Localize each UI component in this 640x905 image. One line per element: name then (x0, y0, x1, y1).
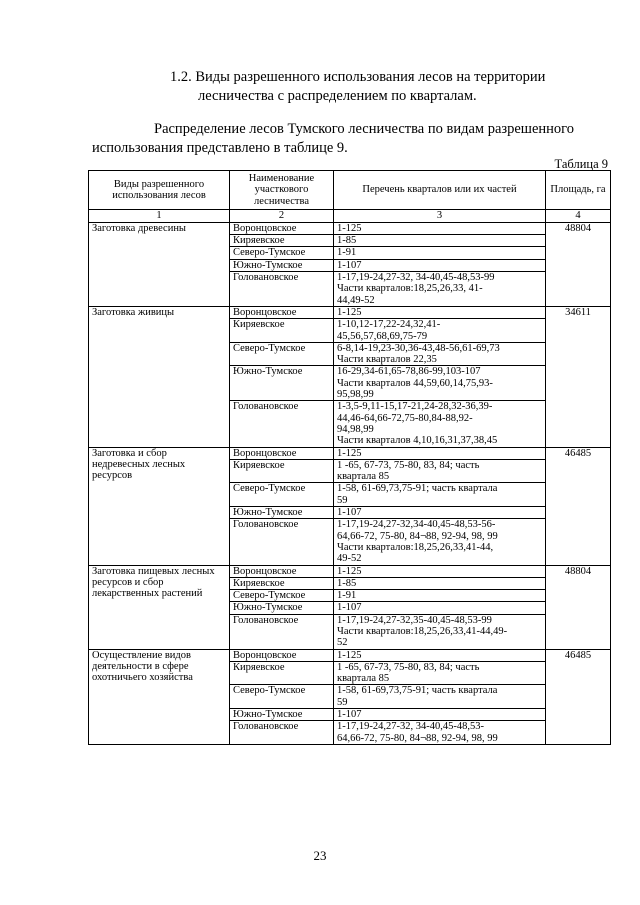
blocks-line: 49-52 (337, 553, 362, 565)
blocks-line: 6-8,14-19,23-30,36-43,48-56,61-69,73 (337, 342, 500, 354)
table-row (89, 447, 611, 459)
blocks-cell (334, 342, 546, 366)
blocks-line: 1-107 (337, 259, 362, 271)
page-number: 23 (313, 848, 327, 863)
blocks-line: 1-125 (337, 447, 362, 459)
blocks-line: Части кварталов:18,25,26,33, 41- (337, 283, 483, 295)
blocks-cell (334, 590, 546, 602)
blocks-line: 94,98,99 (337, 423, 374, 435)
blocks-line: 1-17,19-24,27-32, 34-40,45-48,53- (337, 721, 484, 733)
blocks-cell (334, 602, 546, 614)
blocks-line: Части кварталов 44,59,60,14,75,93- (337, 377, 493, 389)
blocks-line: 1-107 (337, 602, 362, 614)
forest-use-table (88, 170, 611, 745)
forestry-cell: Киряевское (230, 459, 334, 483)
table-header-row (89, 171, 611, 210)
header-area: Площадь, га (546, 171, 611, 210)
blocks-cell (334, 222, 546, 234)
blocks-cell (334, 519, 546, 565)
blocks-line: 1-107 (337, 507, 362, 519)
use-type-cell: Заготовка пищевых лесных ресурсов и сбор лекарственных растений (89, 565, 230, 649)
column-number: 2 (230, 209, 334, 222)
blocks-line: 1-17,19-24,27-32,35-40,45-48,53-99 (337, 614, 492, 626)
forestry-cell: Киряевское (230, 577, 334, 589)
forestry-cell: Воронцовское (230, 222, 334, 234)
blocks-line: квартала 85 (337, 471, 390, 483)
intro-line-1: Распределение лесов Тумского лесничества по видам разрешенного (154, 121, 574, 137)
blocks-line: 59 (337, 494, 348, 506)
section-heading (170, 68, 590, 106)
use-type-cell: Заготовка и сбор недревесных лесных ресурсов (89, 447, 230, 565)
intro-paragraph (92, 120, 607, 158)
blocks-line: 64,66-72, 75-80, 84¬88, 92-94, 98, 99 (337, 732, 498, 744)
forestry-cell: Головановское (230, 401, 334, 447)
blocks-line: 1-91 (337, 590, 357, 602)
forestry-cell: Головановское (230, 272, 334, 307)
section-heading-line-2: лесничества с распределением по кварталам. (198, 88, 477, 104)
blocks-cell (334, 447, 546, 459)
intro-line-2: использования представлено в таблице 9. (92, 140, 348, 156)
blocks-cell (334, 319, 546, 343)
forestry-cell: Южно-Тумское (230, 709, 334, 721)
table-column-numbers-row (89, 209, 611, 222)
area-cell: 34611 (546, 306, 611, 447)
forestry-cell: Воронцовское (230, 447, 334, 459)
use-type-cell: Осуществление видов деятельности в сфере охотничьего хозяйства (89, 649, 230, 744)
blocks-line: Части кварталов 22,35 (337, 354, 437, 366)
header-blocks-list: Перечень кварталов или их частей (334, 171, 546, 210)
blocks-cell (334, 614, 546, 649)
blocks-line: 1-107 (337, 709, 362, 721)
blocks-line: 44,46-64,66-72,75-80,84-88,92- (337, 412, 473, 424)
blocks-line: 1-85 (337, 577, 357, 589)
blocks-line: 1-58, 61-69,73,75-91; часть квартала (337, 685, 498, 697)
blocks-line: квартала 85 (337, 673, 390, 685)
blocks-line: 16-29,34-61,65-78,86-99,103-107 (337, 366, 481, 378)
blocks-cell (334, 366, 546, 401)
blocks-line: 1-125 (337, 565, 362, 577)
table-body (89, 222, 611, 744)
blocks-cell (334, 235, 546, 247)
column-number: 1 (89, 209, 230, 222)
blocks-cell (334, 577, 546, 589)
forestry-cell: Северо-Тумское (230, 590, 334, 602)
forestry-cell: Южно-Тумское (230, 507, 334, 519)
blocks-line: 1-17,19-24,27-32, 34-40,45-48,53-99 (337, 272, 495, 284)
forestry-cell: Головановское (230, 614, 334, 649)
blocks-cell (334, 401, 546, 447)
forestry-cell: Южно-Тумское (230, 259, 334, 271)
blocks-line: 1 -65, 67-73, 75-80, 83, 84; часть (337, 661, 480, 673)
forestry-cell: Северо-Тумское (230, 247, 334, 259)
blocks-line: 52 (337, 637, 348, 649)
table-row (89, 222, 611, 234)
blocks-line: 59 (337, 696, 348, 708)
forestry-cell: Северо-Тумское (230, 685, 334, 709)
blocks-cell (334, 306, 546, 318)
forestry-cell: Киряевское (230, 235, 334, 247)
use-type-cell: Заготовка древесины (89, 222, 230, 306)
area-cell: 46485 (546, 447, 611, 565)
header-use-type: Виды разрешенного использования лесов (89, 171, 230, 210)
blocks-cell (334, 259, 546, 271)
blocks-line: 1-3,5-9,11-15,17-21,24-28,32-36,39- (337, 401, 493, 413)
blocks-line: 1-125 (337, 306, 362, 318)
blocks-line: 44,49-52 (337, 294, 375, 306)
blocks-line: Части кварталов:18,25,26,33,41-44, (337, 541, 494, 553)
blocks-line: 1-17,19-24,27-32,34-40,45-48,53-56- (337, 519, 496, 531)
blocks-cell (334, 507, 546, 519)
table-row (89, 565, 611, 577)
forestry-cell: Северо-Тумское (230, 483, 334, 507)
blocks-cell (334, 685, 546, 709)
header-forestry-name: Наименование участкового лесничества (230, 171, 334, 210)
blocks-cell (334, 247, 546, 259)
forestry-cell: Северо-Тумское (230, 342, 334, 366)
table-row (89, 649, 611, 661)
blocks-cell (334, 709, 546, 721)
use-type-cell: Заготовка живицы (89, 306, 230, 447)
forestry-cell: Головановское (230, 721, 334, 745)
forestry-cell: Южно-Тумское (230, 602, 334, 614)
blocks-line: 45,56,57,68,69,75-79 (337, 330, 428, 342)
blocks-line: Части кварталов 4,10,16,31,37,38,45 (337, 435, 498, 447)
blocks-cell (334, 661, 546, 685)
blocks-cell (334, 459, 546, 483)
table-label: Таблица 9 (554, 157, 608, 171)
blocks-cell (334, 483, 546, 507)
forestry-cell: Головановское (230, 519, 334, 565)
blocks-line: Части кварталов:18,25,26,33,41-44,49- (337, 625, 508, 637)
forestry-cell: Киряевское (230, 319, 334, 343)
blocks-cell (334, 649, 546, 661)
blocks-cell (334, 565, 546, 577)
blocks-cell (334, 272, 546, 307)
table-row (89, 306, 611, 318)
area-cell: 48804 (546, 222, 611, 306)
blocks-line: 1-125 (337, 649, 362, 661)
blocks-line: 64,66-72, 75-80, 84¬88, 92-94, 98, 99 (337, 530, 498, 542)
column-number: 4 (546, 209, 611, 222)
blocks-line: 1-58, 61-69,73,75-91; часть квартала (337, 483, 498, 495)
blocks-line: 1-85 (337, 235, 357, 247)
forestry-cell: Воронцовское (230, 649, 334, 661)
forestry-cell: Воронцовское (230, 306, 334, 318)
blocks-line: 95,98,99 (337, 389, 374, 401)
area-cell: 46485 (546, 649, 611, 744)
blocks-cell (334, 721, 546, 745)
forestry-cell: Киряевское (230, 661, 334, 685)
column-number: 3 (334, 209, 546, 222)
blocks-line: 1-91 (337, 247, 357, 259)
forestry-cell: Южно-Тумское (230, 366, 334, 401)
section-heading-line-1: 1.2. Виды разрешенного использования лесов на территории (170, 69, 546, 85)
forestry-cell: Воронцовское (230, 565, 334, 577)
blocks-line: 1-125 (337, 222, 362, 234)
area-cell: 48804 (546, 565, 611, 649)
blocks-line: 1-10,12-17,22-24,32,41- (337, 319, 441, 331)
blocks-line: 1 -65, 67-73, 75-80, 83, 84; часть (337, 459, 480, 471)
